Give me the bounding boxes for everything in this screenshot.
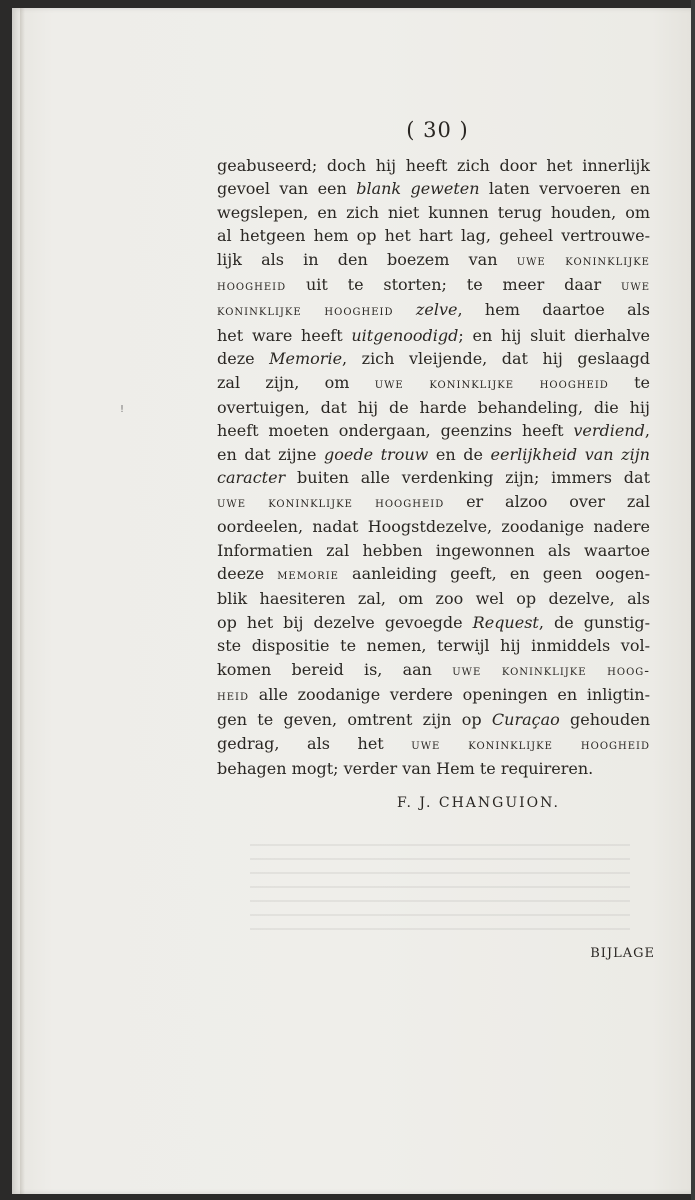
text-run: gevoel van een bbox=[217, 179, 357, 199]
text-run: ste dispositie te nemen, terwijl hij inmiddels vol- bbox=[217, 636, 650, 656]
text-line bbox=[217, 273, 650, 298]
italic-text: zelve bbox=[415, 300, 458, 320]
italic-text: verdiend bbox=[573, 421, 645, 441]
text-run: ; en hij sluit dierhalve bbox=[458, 325, 650, 345]
text-run bbox=[394, 300, 416, 319]
text-line bbox=[217, 466, 650, 489]
text-line bbox=[217, 515, 650, 538]
text-block bbox=[217, 118, 650, 811]
page-number: ( 30 ) bbox=[406, 118, 469, 142]
text-line bbox=[217, 658, 650, 683]
text-run: er alzoo over zal bbox=[444, 491, 650, 511]
text-run: behagen mogt; verder van Hem te requireren. bbox=[217, 759, 594, 779]
text-run: , de gunstig- bbox=[538, 612, 650, 632]
text-run: deeze bbox=[217, 563, 278, 583]
text-line bbox=[217, 587, 650, 610]
text-run: deze bbox=[217, 349, 270, 369]
italic-text: Memorie bbox=[269, 349, 343, 369]
text-run: aanleiding geeft, en geen oogen- bbox=[338, 563, 651, 583]
text-line bbox=[217, 634, 650, 657]
small-caps-text: uwe koninklijke hoogheid bbox=[374, 375, 609, 392]
text-line bbox=[217, 177, 650, 200]
text-line bbox=[217, 611, 650, 634]
text-line bbox=[217, 732, 650, 757]
text-line bbox=[217, 324, 650, 347]
text-line bbox=[217, 298, 650, 323]
italic-text: blank geweten bbox=[356, 179, 480, 199]
italic-text: goede trouw bbox=[323, 444, 429, 464]
margin-mark: ! bbox=[120, 404, 125, 415]
text-run: heeft moeten ondergaan, geenzins heeft bbox=[217, 421, 574, 441]
italic-text: Request bbox=[472, 612, 539, 632]
small-caps-text: uwe koninklijke hoog- bbox=[452, 662, 651, 679]
small-caps-text: memorie bbox=[277, 566, 339, 583]
text-line bbox=[217, 371, 650, 396]
text-line bbox=[217, 443, 650, 466]
page-binding-edge bbox=[20, 8, 25, 1194]
text-run: zal zijn, om bbox=[217, 372, 375, 392]
text-run: laten vervoeren en bbox=[479, 179, 650, 199]
small-caps-text: uwe koninklijke hoogheid bbox=[217, 494, 445, 511]
italic-text: uitgenoodigd bbox=[351, 325, 459, 345]
text-run: te bbox=[608, 372, 651, 392]
text-run: geabuseerd; doch hij heeft zich door het innerlijk bbox=[217, 156, 650, 175]
small-caps-text: heid bbox=[217, 687, 249, 704]
small-caps-text: uwe bbox=[620, 278, 650, 295]
small-caps-text: uwe koninklijke hoogheid bbox=[411, 736, 650, 753]
italic-text: Curaçao bbox=[491, 710, 560, 730]
catchword: BIJLAGE bbox=[590, 946, 655, 961]
signature: F. J. CHANGUION. bbox=[397, 794, 560, 811]
body-text bbox=[217, 154, 650, 781]
text-run: , bbox=[644, 421, 650, 441]
text-run: oordeelen, nadat Hoogstdezelve, zoodanige nadere bbox=[217, 517, 650, 537]
text-run: op het bij dezelve gevoegde bbox=[217, 612, 473, 632]
text-run: Informatien zal hebben ingewonnen als waartoe bbox=[217, 540, 650, 560]
text-line bbox=[217, 248, 650, 273]
text-line bbox=[217, 490, 650, 515]
text-run: overtuigen, dat hij de harde behandeling, die hij bbox=[217, 398, 650, 418]
text-run: en dat zijne bbox=[217, 444, 324, 464]
text-run: al hetgeen hem op het hart lag, geheel vertrouwe- bbox=[217, 226, 650, 246]
text-run: blik haesiteren zal, om zoo wel op dezelve, als bbox=[217, 589, 650, 609]
text-line bbox=[217, 224, 650, 247]
text-line bbox=[217, 539, 650, 562]
text-line bbox=[217, 347, 650, 370]
text-run: wegslepen, en zich niet kunnen terug houden, om bbox=[217, 202, 650, 222]
text-run: gehouden bbox=[559, 710, 650, 730]
text-run: en de bbox=[428, 444, 491, 464]
italic-text: caracter bbox=[217, 468, 286, 488]
small-caps-text: koninklijke hoogheid bbox=[217, 303, 394, 320]
text-line bbox=[217, 562, 650, 587]
text-line bbox=[217, 154, 650, 177]
text-run: buiten alle verdenking zijn; immers dat bbox=[285, 468, 650, 488]
text-run: alle zoodanige verdere openingen en inligtin- bbox=[249, 684, 650, 704]
text-line bbox=[217, 708, 650, 731]
scan-border-right bbox=[691, 0, 695, 1200]
text-run: lijk als in den boezem van bbox=[217, 249, 517, 269]
text-run: uit te storten; te meer daar bbox=[286, 275, 621, 295]
text-line bbox=[217, 683, 650, 708]
text-run: komen bereid is, aan bbox=[217, 659, 453, 679]
text-run: , hem daartoe als bbox=[457, 300, 650, 320]
small-caps-text: hoogheid bbox=[217, 278, 287, 295]
text-line bbox=[217, 201, 650, 224]
italic-text: eerlijkheid van zijn bbox=[490, 444, 650, 464]
text-run: gedrag, als het bbox=[217, 733, 412, 753]
text-run: het ware heeft bbox=[217, 325, 352, 345]
text-run: gen te geven, omtrent zijn op bbox=[217, 710, 492, 730]
text-line bbox=[217, 419, 650, 442]
text-line bbox=[217, 757, 650, 780]
ink-show-through bbox=[250, 840, 630, 930]
text-line bbox=[217, 396, 650, 419]
small-caps-text: uwe koninklijke bbox=[516, 252, 650, 269]
text-run: , zich vleijende, dat hij geslaagd bbox=[342, 349, 651, 369]
